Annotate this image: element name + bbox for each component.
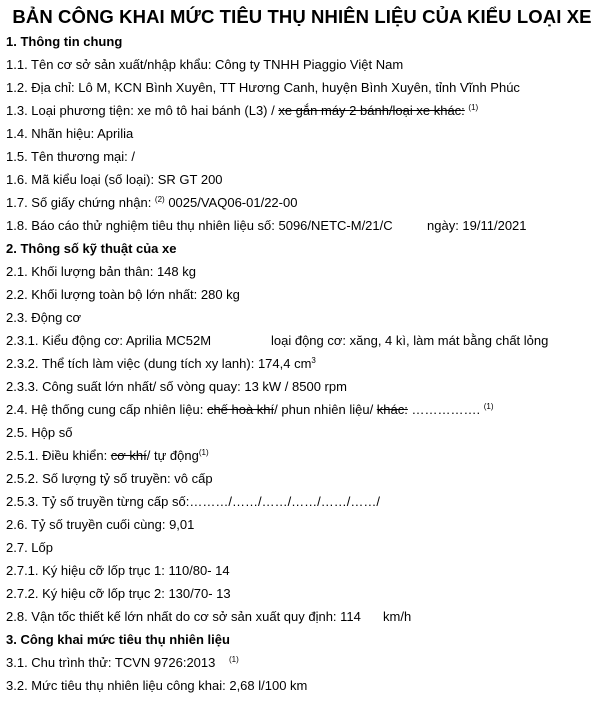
fuel-system-label: 2.4. Hệ thống cung cấp nhiên liệu: <box>6 402 207 417</box>
line-3-2-fuel-consumption: 3.2. Mức tiêu thụ nhiên liệu công khai: 2,68 l/100 km <box>6 678 308 693</box>
line-1-6-model-code: 1.6. Mã kiểu loại (số loại): SR GT 200 <box>6 172 223 187</box>
certificate-label: 1.7. Số giấy chứng nhận: <box>6 195 155 210</box>
line-2-3-3-max-power: 2.3.3. Công suất lớn nhất/ số vòng quay: 13 kW / 8500 rpm <box>6 379 347 394</box>
certificate-number: 0025/VAQ06-01/22-00 <box>164 195 298 210</box>
line-1-3-vehicle-type <box>6 103 478 118</box>
line-2-6-final-ratio: 2.6. Tỷ số truyền cuối cùng: 9,01 <box>6 517 195 532</box>
vehicle-type-text: 1.3. Loại phương tiện: xe mô tô hai bánh (L3) / <box>6 103 279 118</box>
line-2-5-3-gear-ratios: 2.5.3. Tỷ số truyền từng cấp số:………/……/……/……/……/……/ <box>6 494 381 509</box>
footnote-marker: (1) <box>483 402 494 411</box>
line-2-5-2-gear-count: 2.5.2. Số lượng tỷ số truyền: vô cấp <box>6 471 213 486</box>
line-3-1-test-cycle <box>6 655 239 670</box>
engine-type: loại động cơ: xăng, 4 kì, làm mát bằng chất lỏng <box>271 333 549 348</box>
line-2-5-1-control <box>6 448 209 463</box>
line-2-4-fuel-system <box>6 402 494 417</box>
section-2-heading: 2. Thông số kỹ thuật của xe <box>6 241 177 256</box>
document-title: BẢN CÔNG KHAI MỨC TIÊU THỤ NHIÊN LIỆU CỦA KIỂU LOẠI XE <box>12 6 592 27</box>
line-2-3-engine: 2.3. Động cơ <box>6 310 82 325</box>
footnote-marker: (1) <box>198 448 209 457</box>
section-1-heading: 1. Thông tin chung <box>6 34 123 49</box>
test-report-date: ngày: 19/11/2021 <box>427 218 527 233</box>
max-speed-unit: km/h <box>383 609 412 624</box>
line-1-2-address: 1.2. Địa chỉ: Lô M, KCN Bình Xuyên, TT Hương Canh, huyện Bình Xuyên, tỉnh Vĩnh Phúc <box>6 80 520 95</box>
line-2-1-curb-weight: 2.1. Khối lượng bản thân: 148 kg <box>6 264 196 279</box>
line-1-4-brand: 1.4. Nhãn hiệu: Aprilia <box>6 126 134 141</box>
vehicle-type-struck-text: xe gắn máy 2 bánh/loại xe khác: <box>278 103 465 118</box>
line-1-7-certificate <box>6 195 297 210</box>
line-2-3-1-engine-model: 2.3.1. Kiểu động cơ: Aprilia MC52M <box>6 333 212 348</box>
line-2-2-gross-weight: 2.2. Khối lượng toàn bộ lớn nhất: 280 kg <box>6 287 240 302</box>
cubic-exponent: 3 <box>311 356 316 365</box>
line-1-1-manufacturer: 1.1. Tên cơ sở sản xuất/nhập khẩu: Công ty TNHH Piaggio Việt Nam <box>6 57 404 72</box>
line-1-5-trade-name: 1.5. Tên thương mại: / <box>6 149 135 164</box>
control-automatic: / tự động <box>146 448 199 463</box>
line-2-5-gearbox: 2.5. Hộp số <box>6 425 73 440</box>
fuel-system-struck-other: khác: <box>376 402 408 417</box>
line-2-7-2-tire-axle-2: 2.7.2. Ký hiệu cỡ lốp trục 2: 130/70- 13 <box>6 586 231 601</box>
fuel-system-struck-carburetor: chế hoà khí <box>206 402 275 417</box>
line-1-8-test-report: 1.8. Báo cáo thử nghiệm tiêu thụ nhiên liệu số: 5096/NETC-M/21/C <box>6 218 393 233</box>
line-2-8-max-speed: 2.8. Vận tốc thiết kế lớn nhất do cơ sở sản xuất quy định: 114 <box>6 609 361 624</box>
displacement-text: 2.3.2. Thể tích làm việc (dung tích xy lanh): 174,4 cm <box>6 356 312 371</box>
footnote-marker: (2) <box>154 195 165 204</box>
footnote-marker: (1) <box>468 103 479 112</box>
line-2-7-1-tire-axle-1: 2.7.1. Ký hiệu cỡ lốp trục 1: 110/80- 14 <box>6 563 230 578</box>
line-2-7-tires: 2.7. Lốp <box>6 540 53 555</box>
footnote-marker: (1) <box>229 655 239 664</box>
control-label: 2.5.1. Điều khiển: <box>6 448 111 463</box>
test-cycle-text: 3.1. Chu trình thử: TCVN 9726:2013 <box>6 655 216 670</box>
fuel-system-dots: ……………. <box>407 402 484 417</box>
section-3-heading: 3. Công khai mức tiêu thụ nhiên liệu <box>6 632 230 647</box>
line-2-3-2-displacement <box>6 356 316 371</box>
control-struck-manual: cơ khí <box>110 448 147 463</box>
fuel-system-text: / phun nhiên liệu/ <box>274 402 377 417</box>
